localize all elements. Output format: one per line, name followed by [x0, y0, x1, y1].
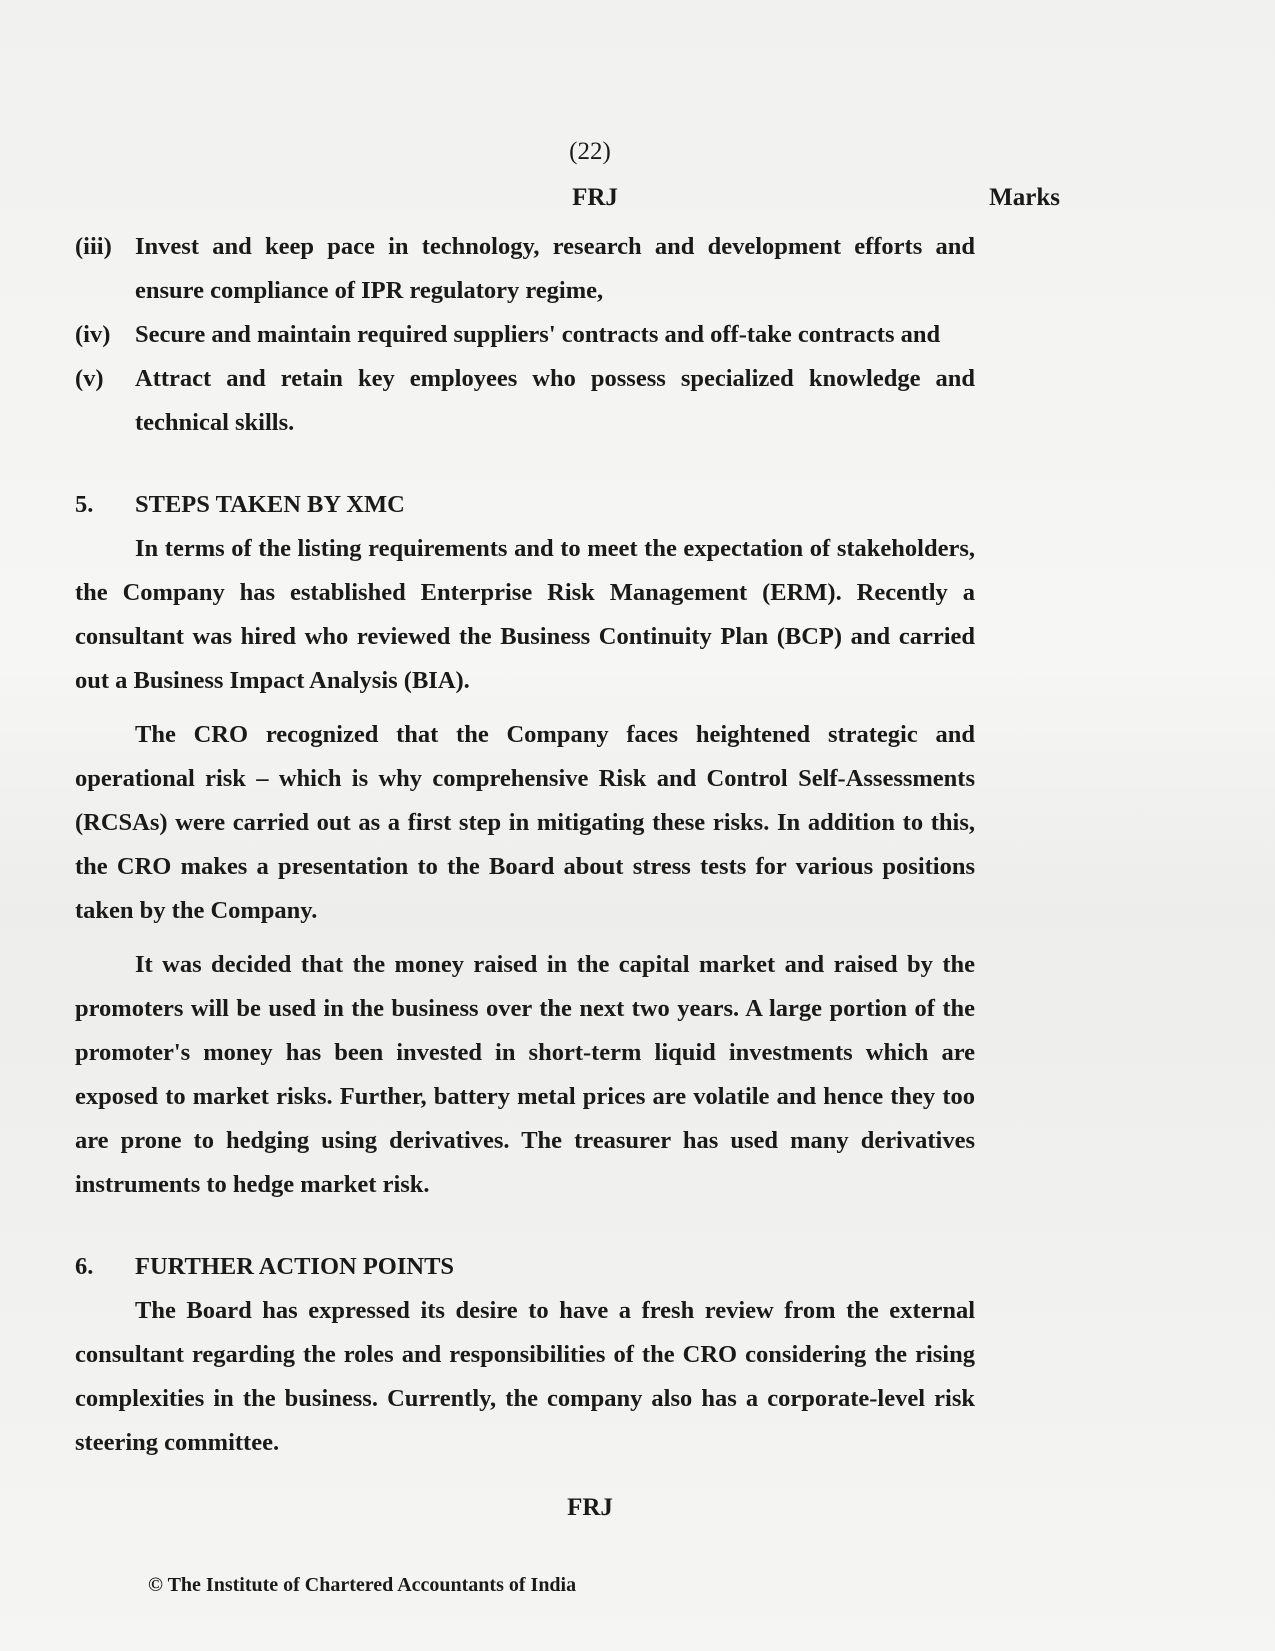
- main-content: [75, 225, 975, 1475]
- paragraph: It was decided that the money raised in the capital market and raised by the promoters will be used in the business over the next two years. A large portion of the promoter's money has been invested in short-term liquid investments which are exposed to market risks. Further, battery metal prices are volatile and hence they too are prone to hedging using derivatives. The treasurer has used many derivatives instruments to hedge market risk.: [75, 951, 975, 1198]
- section-number: 6.: [75, 1253, 94, 1280]
- page-number: (22): [569, 138, 611, 165]
- list-item-number: (v): [75, 365, 104, 392]
- section-heading-5: [75, 483, 975, 527]
- list-item: [75, 225, 975, 313]
- section-number: 5.: [75, 491, 94, 518]
- paragraph: The Board has expressed its desire to have a fresh review from the external consultant regarding the roles and responsibilities of the CRO considering the rising complexities in the business. Currently, the company also has a corporate-level risk steering committee.: [75, 1297, 975, 1456]
- paragraph: The CRO recognized that the Company faces heightened strategic and operational risk – which is why comprehensive Risk and Control Self-Assessments (RCSAs) were carried out as a first step in mitigating these risks. In addition to this, the CRO makes a presentation to the Board about stress tests for various positions taken by the Company.: [75, 721, 975, 924]
- section-heading-6: [75, 1245, 975, 1289]
- paragraph: In terms of the listing requirements and to meet the expectation of stakeholders, the Company has established Enterprise Risk Management (ERM). Recently a consultant was hired who reviewed the Business Continuity Plan (BCP) and carried out a Business Impact Analysis (BIA).: [75, 535, 975, 694]
- footer-code: FRJ: [567, 1494, 613, 1521]
- section-title: STEPS TAKEN BY XMC: [135, 491, 405, 518]
- header-code: FRJ: [572, 184, 618, 211]
- list-item: [75, 313, 975, 357]
- section-title: FURTHER ACTION POINTS: [135, 1253, 455, 1280]
- list-item-text: Invest and keep pace in technology, research and development efforts and ensure compliance of IPR regulatory regime,: [135, 233, 975, 304]
- list-item-number: (iv): [75, 321, 111, 348]
- marks-label: Marks: [989, 184, 1060, 211]
- list-item-number: (iii): [75, 233, 112, 260]
- list-item-text: Secure and maintain required suppliers' contracts and off-take contracts and: [135, 321, 941, 348]
- copyright-notice: © The Institute of Chartered Accountants of India: [148, 1574, 577, 1596]
- list-item-text: Attract and retain key employees who possess specialized knowledge and technical skills.: [135, 365, 975, 436]
- list-item: [75, 357, 975, 445]
